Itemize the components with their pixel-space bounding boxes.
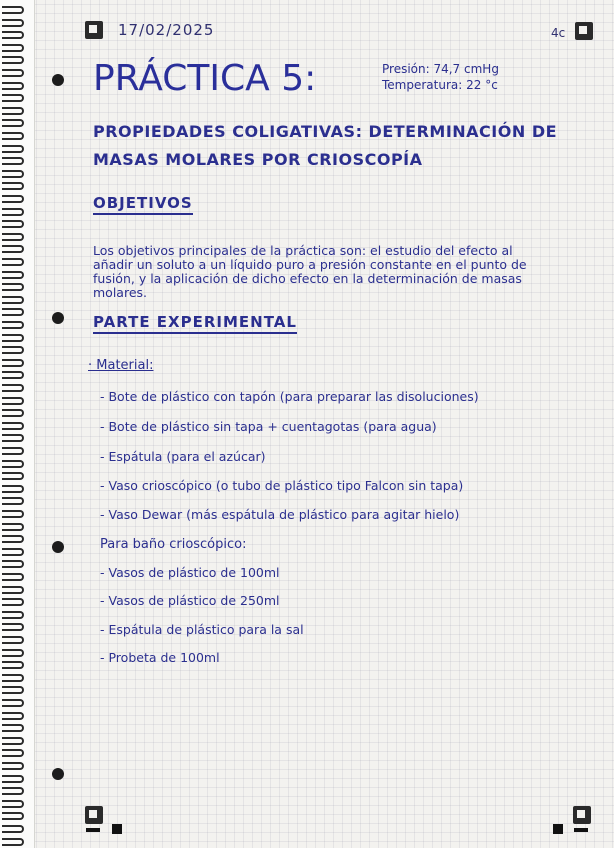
spiral-ring [2, 157, 24, 165]
spiral-ring [2, 397, 24, 405]
spiral-ring [2, 119, 24, 127]
objectives-heading: OBJETIVOS [93, 194, 193, 215]
spiral-ring [2, 56, 24, 64]
spiral-ring [2, 775, 24, 783]
spiral-ring [2, 44, 24, 52]
spiral-ring [2, 409, 24, 417]
bath-item: - Vasos de plástico de 100ml [100, 565, 280, 580]
binder-hole [52, 541, 64, 553]
date: 17/02/2025 [118, 21, 215, 39]
material-item: - Vaso Dewar (más espátula de plástico para agitar hielo) [100, 507, 460, 522]
spiral-ring [2, 838, 24, 846]
subtitle-line-1: PROPIEDADES COLIGATIVAS: DETERMINACIÓN DE [93, 122, 558, 141]
spiral-ring [2, 283, 24, 291]
corner-marker-icon [85, 806, 103, 824]
corner-marker-icon [575, 22, 593, 40]
spiral-ring [2, 82, 24, 90]
spiral-ring [2, 321, 24, 329]
spiral-ring [2, 573, 24, 581]
material-item: - Vaso crioscópico (o tubo de plástico tipo Falcon sin tapa) [100, 478, 464, 493]
binder-hole [52, 312, 64, 324]
material-item: - Bote de plástico con tapón (para preparar las disoluciones) [100, 389, 479, 404]
spiral-ring [2, 195, 24, 203]
spiral-ring [2, 220, 24, 228]
spiral-ring [2, 724, 24, 732]
spiral-ring [2, 384, 24, 392]
spiral-ring [2, 371, 24, 379]
spiral-ring [2, 208, 24, 216]
bath-item: - Vasos de plástico de 250ml [100, 593, 280, 608]
binder-hole [52, 74, 64, 86]
spiral-ring [2, 271, 24, 279]
spiral-ring [2, 560, 24, 568]
spiral-ring [2, 787, 24, 795]
spiral-ring [2, 460, 24, 468]
spiral-ring [2, 712, 24, 720]
temperature-value: Temperatura: 22 °c [382, 78, 498, 92]
spiral-ring [2, 762, 24, 770]
spiral-ring [2, 472, 24, 480]
subtitle-line-2: MASAS MOLARES POR CRIOSCOPÍA [93, 150, 423, 169]
spiral-ring [2, 334, 24, 342]
spiral-ring [2, 686, 24, 694]
corner-marker-icon [573, 806, 591, 824]
spiral-ring [2, 636, 24, 644]
spiral-ring [2, 825, 24, 833]
spiral-ring [2, 233, 24, 241]
spiral-ring [2, 661, 24, 669]
pressure-value: Presión: 74,7 cmHg [382, 62, 499, 76]
spiral-ring [2, 132, 24, 140]
spiral-ring [2, 611, 24, 619]
spiral-ring [2, 94, 24, 102]
spiral-ring [2, 737, 24, 745]
spiral-ring [2, 346, 24, 354]
bath-item: - Espátula de plástico para la sal [100, 622, 304, 637]
material-item: - Bote de plástico sin tapa + cuentagotas (para agua) [100, 419, 437, 434]
spiral-ring [2, 674, 24, 682]
spiral-ring [2, 548, 24, 556]
spiral-ring [2, 623, 24, 631]
spiral-ring [2, 145, 24, 153]
spiral-ring [2, 296, 24, 304]
spiral-ring [2, 812, 24, 820]
spiral-ring [2, 510, 24, 518]
spiral-ring [2, 523, 24, 531]
corner-bar-icon [86, 828, 100, 832]
corner-bar-icon [574, 828, 588, 832]
spiral-ring [2, 800, 24, 808]
spiral-ring [2, 422, 24, 430]
spiral-ring [2, 258, 24, 266]
spiral-ring [2, 598, 24, 606]
spiral-ring [2, 434, 24, 442]
experimental-heading: PARTE EXPERIMENTAL [93, 313, 297, 334]
spiral-ring [2, 245, 24, 253]
binder-hole [52, 768, 64, 780]
spiral-ring [2, 749, 24, 757]
spiral-ring [2, 31, 24, 39]
spiral-ring [2, 699, 24, 707]
spiral-ring [2, 6, 24, 14]
bath-item: - Probeta de 100ml [100, 650, 220, 665]
corner-marker-icon [85, 21, 103, 39]
spiral-ring [2, 485, 24, 493]
spiral-ring [2, 649, 24, 657]
spiral-ring [2, 19, 24, 27]
spiral-ring [2, 170, 24, 178]
spiral-ring [2, 359, 24, 367]
spiral-ring [2, 535, 24, 543]
spiral-ring [2, 182, 24, 190]
spiral-ring [2, 447, 24, 455]
spiral-ring [2, 497, 24, 505]
material-item: - Espátula (para el azúcar) [100, 449, 266, 464]
material-label: · Material: [88, 358, 154, 373]
corner-square-icon [112, 824, 122, 834]
spiral-ring [2, 69, 24, 77]
bath-label: Para baño crioscópico: [100, 537, 247, 552]
page-title: PRÁCTICA 5: [93, 58, 317, 99]
objectives-text: Los objetivos principales de la práctica son: el estudio del efecto al añadir un soluto a un líquido puro a presión constante en el punto de fusión, y la aplicación de dicho efecto en la determinación de masas molares. [93, 243, 527, 300]
corner-square-icon [553, 824, 563, 834]
spiral-ring [2, 308, 24, 316]
page-number: 4c [551, 26, 566, 40]
spiral-ring [2, 107, 24, 115]
spiral-ring [2, 586, 24, 594]
